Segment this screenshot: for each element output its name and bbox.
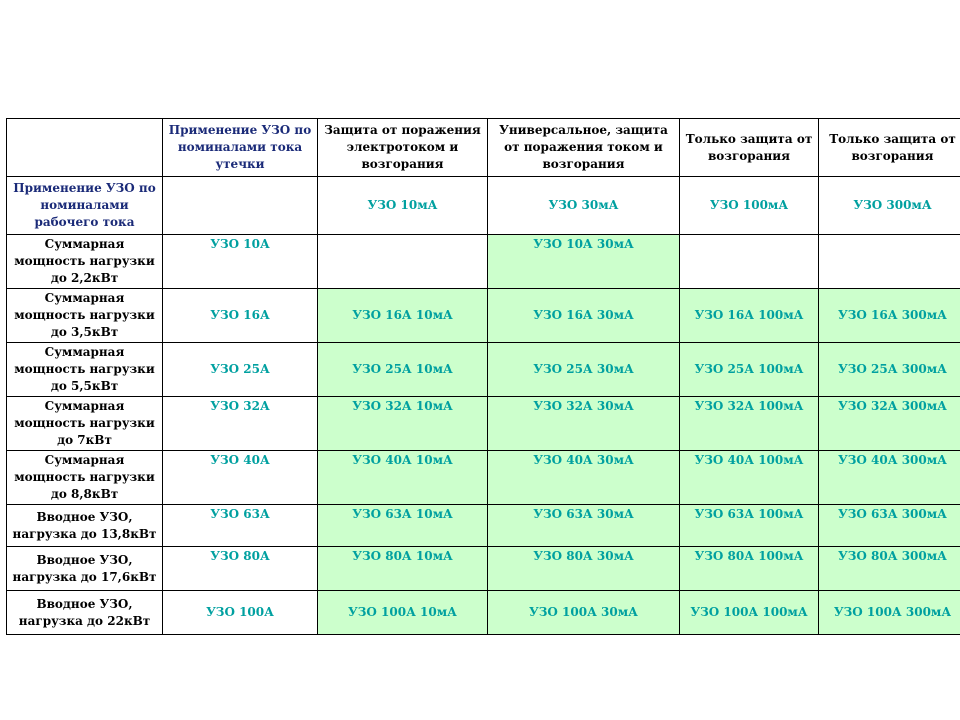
table-cell: УЗО 100А 10мА [318,591,488,635]
header-cell-leak-current: Применение УЗО по номиналами тока утечки [163,119,318,177]
table-cell: УЗО 63А 30мА [488,505,680,547]
table-row [7,451,960,505]
table-cell: УЗО 100А 30мА [488,591,680,635]
header-cell-10ma: Защита от поражения электротоком и возгорания [318,119,488,177]
table-cell: УЗО 32А 100мА [680,397,819,451]
leak-cell: УЗО 300мА [819,177,960,235]
table-cell: УЗО 10А [163,235,318,289]
table-cell: УЗО 25А 10мА [318,343,488,397]
row-label: Суммарная мощность нагрузки до 5,5кВт [7,343,163,397]
table-row [7,397,960,451]
header-cell-30ma: Универсальное, защита от поражения током и возгорания [488,119,680,177]
table-cell: УЗО 10А 30мА [488,235,680,289]
table-cell: УЗО 63А 10мА [318,505,488,547]
table-cell: УЗО 32А [163,397,318,451]
leak-cell [163,177,318,235]
header-row [7,119,960,177]
leak-current-row [7,177,960,235]
table-cell: УЗО 40А 10мА [318,451,488,505]
table-cell: УЗО 100А 300мА [819,591,960,635]
leak-cell: УЗО 100мА [680,177,819,235]
table-cell: УЗО 40А 300мА [819,451,960,505]
table-row [7,505,960,547]
table-cell: УЗО 100А [163,591,318,635]
table-cell: УЗО 32А 10мА [318,397,488,451]
table-row [7,235,960,289]
table-cell: УЗО 25А [163,343,318,397]
table-cell: УЗО 16А 100мА [680,289,819,343]
table-cell [680,235,819,289]
table-cell: УЗО 63А [163,505,318,547]
table-cell: УЗО 16А 30мА [488,289,680,343]
header-cell-100ma: Только защита от возгорания [680,119,819,177]
row-label: Суммарная мощность нагрузки до 2,2кВт [7,235,163,289]
table-cell: УЗО 25А 300мА [819,343,960,397]
row-label: Суммарная мощность нагрузки до 3,5кВт [7,289,163,343]
rcd-selection-table [6,118,960,635]
table-cell: УЗО 16А [163,289,318,343]
table-cell: УЗО 25А 30мА [488,343,680,397]
table-cell: УЗО 100А 100мА [680,591,819,635]
table-row [7,343,960,397]
table-cell: УЗО 80А 100мА [680,547,819,591]
table-cell: УЗО 80А 30мА [488,547,680,591]
table-cell: УЗО 40А [163,451,318,505]
table-cell: УЗО 80А 300мА [819,547,960,591]
table-cell: УЗО 80А [163,547,318,591]
table-cell: УЗО 32А 30мА [488,397,680,451]
table-cell: УЗО 16А 300мА [819,289,960,343]
leak-cell: УЗО 10мА [318,177,488,235]
row-label: Вводное УЗО, нагрузка до 13,8кВт [7,505,163,547]
row-label-working-current: Применение УЗО по номиналами рабочего тока [7,177,163,235]
table-cell: УЗО 63А 100мА [680,505,819,547]
row-label: Вводное УЗО, нагрузка до 22кВт [7,591,163,635]
table-cell: УЗО 16А 10мА [318,289,488,343]
table-cell [318,235,488,289]
table-cell [819,235,960,289]
row-label: Вводное УЗО, нагрузка до 17,6кВт [7,547,163,591]
table-row [7,289,960,343]
table-row [7,591,960,635]
row-label: Суммарная мощность нагрузки до 8,8кВт [7,451,163,505]
table-cell: УЗО 40А 30мА [488,451,680,505]
table-cell: УЗО 32А 300мА [819,397,960,451]
table-cell: УЗО 40А 100мА [680,451,819,505]
row-label: Суммарная мощность нагрузки до 7кВт [7,397,163,451]
table-cell: УЗО 80А 10мА [318,547,488,591]
table-cell: УЗО 25А 100мА [680,343,819,397]
table-row [7,547,960,591]
header-cell-300ma: Только защита от возгорания [819,119,960,177]
leak-cell: УЗО 30мА [488,177,680,235]
table-cell: УЗО 63А 300мА [819,505,960,547]
corner-cell [7,119,163,177]
